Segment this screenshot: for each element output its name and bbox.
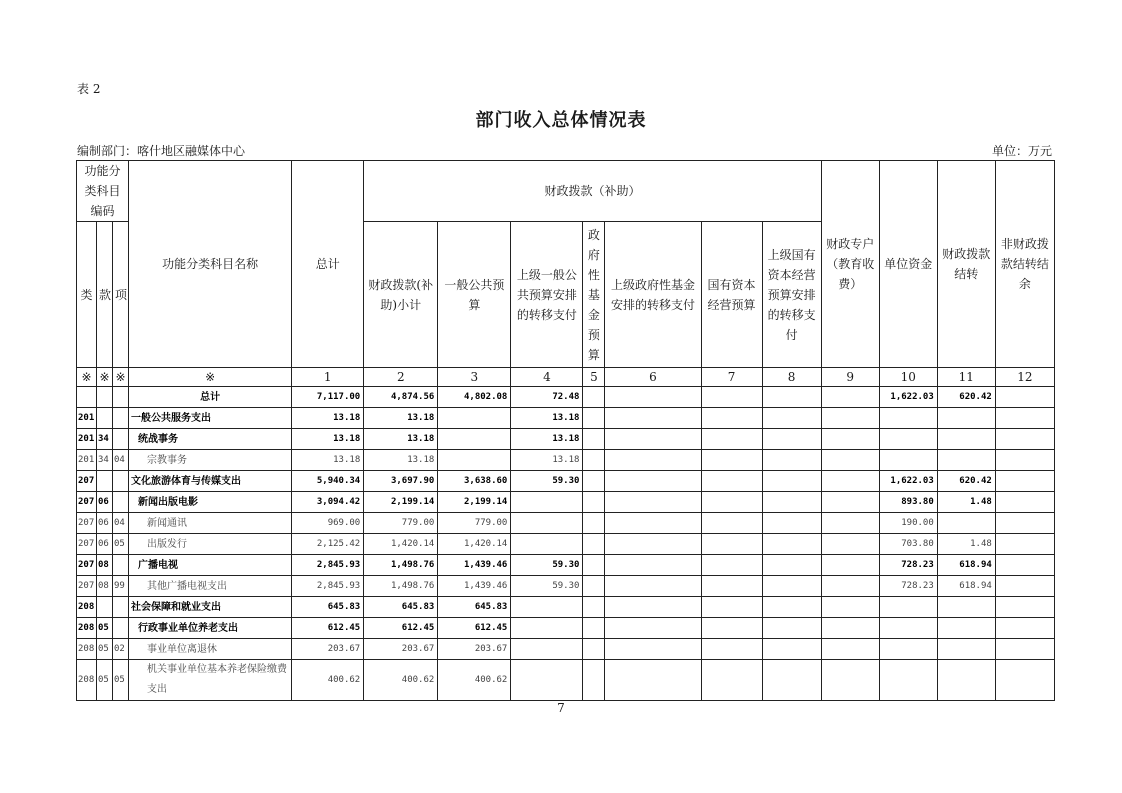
- amount-cell: [583, 408, 605, 429]
- kuan-cell: 06: [97, 534, 113, 555]
- item-name-cell: 广播电视: [129, 555, 292, 576]
- xiang-header: 项: [113, 222, 129, 368]
- amount-cell: [937, 639, 995, 660]
- amount-cell: [438, 450, 511, 471]
- item-name-cell: 文化旅游体育与传媒支出: [129, 471, 292, 492]
- column-number: 6: [605, 368, 701, 387]
- total-header: 总计: [292, 161, 364, 368]
- amount-cell: [583, 450, 605, 471]
- column-number: ※: [97, 368, 113, 387]
- amount-cell: 728.23: [879, 555, 937, 576]
- amount-cell: 5,940.34: [292, 471, 364, 492]
- xiang-cell: [113, 597, 129, 618]
- kuan-cell: 08: [97, 576, 113, 597]
- amount-cell: 1,498.76: [364, 555, 438, 576]
- amount-cell: 612.45: [292, 618, 364, 639]
- amount-cell: [879, 450, 937, 471]
- amount-cell: [821, 534, 879, 555]
- table-row: [77, 597, 1055, 618]
- amount-cell: [701, 450, 762, 471]
- table-row: [77, 534, 1055, 555]
- amount-cell: 59.30: [511, 576, 583, 597]
- amount-cell: [879, 660, 937, 701]
- amount-cell: 1,439.46: [438, 555, 511, 576]
- lei-cell: [77, 387, 97, 408]
- amount-cell: [605, 597, 701, 618]
- lei-cell: 207: [77, 513, 97, 534]
- amount-cell: 203.67: [438, 639, 511, 660]
- amount-cell: 2,845.93: [292, 576, 364, 597]
- amount-cell: [701, 618, 762, 639]
- kuan-cell: [97, 408, 113, 429]
- table-label: 表 2: [77, 82, 101, 96]
- lei-cell: 207: [77, 492, 97, 513]
- item-name-cell: 社会保障和就业支出: [129, 597, 292, 618]
- column-number: 8: [762, 368, 821, 387]
- amount-cell: [821, 450, 879, 471]
- item-name-cell: 事业单位离退休: [129, 639, 292, 660]
- amount-cell: [995, 660, 1054, 701]
- amount-cell: 2,125.42: [292, 534, 364, 555]
- amount-cell: 612.45: [438, 618, 511, 639]
- kuan-cell: 08: [97, 555, 113, 576]
- amount-cell: [438, 429, 511, 450]
- special-edu-header: 财政专户（教育收费）: [821, 161, 879, 368]
- amount-cell: 3,697.90: [364, 471, 438, 492]
- amount-cell: [583, 429, 605, 450]
- kuan-cell: [97, 387, 113, 408]
- amount-cell: 1.48: [937, 492, 995, 513]
- amount-cell: 1,420.14: [364, 534, 438, 555]
- amount-cell: [605, 639, 701, 660]
- item-name-cell: 新闻通讯: [129, 513, 292, 534]
- amount-cell: [821, 576, 879, 597]
- table-row: [77, 555, 1055, 576]
- column-number: ※: [77, 368, 97, 387]
- amount-cell: [511, 492, 583, 513]
- table-row: [77, 513, 1055, 534]
- kuan-cell: 06: [97, 492, 113, 513]
- amount-cell: [762, 450, 821, 471]
- amount-cell: [937, 513, 995, 534]
- table-row: [77, 408, 1055, 429]
- grant-carryover-header: 财政拨款结转: [937, 161, 995, 368]
- amount-cell: [995, 555, 1054, 576]
- amount-cell: [879, 408, 937, 429]
- amount-cell: [995, 471, 1054, 492]
- amount-cell: [701, 471, 762, 492]
- column-number: 1: [292, 368, 364, 387]
- amount-cell: [937, 450, 995, 471]
- lei-cell: 207: [77, 471, 97, 492]
- grant-subtotal-header: 财政拨款(补助)小计: [364, 222, 438, 368]
- amount-cell: [821, 492, 879, 513]
- amount-cell: [762, 597, 821, 618]
- amount-cell: [583, 387, 605, 408]
- column-number: 3: [438, 368, 511, 387]
- amount-cell: [701, 639, 762, 660]
- lei-cell: 201: [77, 408, 97, 429]
- amount-cell: [937, 597, 995, 618]
- column-number-row: [77, 368, 1055, 387]
- column-number: 9: [821, 368, 879, 387]
- kuan-header: 款: [97, 222, 113, 368]
- amount-cell: [605, 450, 701, 471]
- func-code-header: 功能分类科目编码: [77, 161, 129, 222]
- lei-cell: 208: [77, 660, 97, 701]
- column-number: ※: [113, 368, 129, 387]
- lei-cell: 208: [77, 597, 97, 618]
- amount-cell: 645.83: [292, 597, 364, 618]
- amount-cell: [821, 555, 879, 576]
- amount-cell: 13.18: [364, 429, 438, 450]
- amount-cell: [701, 429, 762, 450]
- xiang-cell: [113, 387, 129, 408]
- amount-cell: [583, 555, 605, 576]
- unit-label: 单位：万元: [991, 144, 1052, 158]
- amount-cell: 1,498.76: [364, 576, 438, 597]
- xiang-cell: 05: [113, 534, 129, 555]
- table-row: [77, 450, 1055, 471]
- amount-cell: [583, 660, 605, 701]
- amount-cell: [995, 387, 1054, 408]
- column-number: ※: [129, 368, 292, 387]
- amount-cell: 400.62: [364, 660, 438, 701]
- amount-cell: 203.67: [292, 639, 364, 660]
- amount-cell: [605, 618, 701, 639]
- amount-cell: [511, 660, 583, 701]
- nongrant-carryover-header: 非财政拨款结转结余: [995, 161, 1054, 368]
- amount-cell: [995, 492, 1054, 513]
- amount-cell: [821, 429, 879, 450]
- amount-cell: [762, 639, 821, 660]
- item-name-cell: 总计: [129, 387, 292, 408]
- amount-cell: [583, 639, 605, 660]
- amount-cell: 612.45: [364, 618, 438, 639]
- amount-cell: [511, 639, 583, 660]
- amount-cell: [701, 492, 762, 513]
- column-number: 4: [511, 368, 583, 387]
- amount-cell: [995, 513, 1054, 534]
- department-label: 编制部门：喀什地区融媒体中心: [77, 144, 246, 158]
- lei-cell: 207: [77, 534, 97, 555]
- amount-cell: 13.18: [292, 408, 364, 429]
- amount-cell: 59.30: [511, 471, 583, 492]
- amount-cell: 13.18: [511, 408, 583, 429]
- amount-cell: 2,199.14: [364, 492, 438, 513]
- lei-cell: 207: [77, 555, 97, 576]
- amount-cell: [762, 534, 821, 555]
- amount-cell: [605, 576, 701, 597]
- amount-cell: 2,199.14: [438, 492, 511, 513]
- amount-cell: 703.80: [879, 534, 937, 555]
- amount-cell: [605, 492, 701, 513]
- amount-cell: [995, 408, 1054, 429]
- table-row: [77, 639, 1055, 660]
- income-table: [76, 160, 1055, 701]
- column-number: 10: [879, 368, 937, 387]
- amount-cell: 203.67: [364, 639, 438, 660]
- amount-cell: [701, 597, 762, 618]
- amount-cell: 400.62: [438, 660, 511, 701]
- amount-cell: [762, 576, 821, 597]
- amount-cell: [605, 555, 701, 576]
- amount-cell: 1,439.46: [438, 576, 511, 597]
- amount-cell: 618.94: [937, 576, 995, 597]
- amount-cell: [605, 534, 701, 555]
- amount-cell: 400.62: [292, 660, 364, 701]
- kuan-cell: [97, 471, 113, 492]
- xiang-cell: [113, 492, 129, 513]
- amount-cell: [821, 618, 879, 639]
- amount-cell: [762, 471, 821, 492]
- column-number: 7: [701, 368, 762, 387]
- amount-cell: [821, 639, 879, 660]
- name-header: 功能分类科目名称: [129, 161, 292, 368]
- kuan-cell: 05: [97, 660, 113, 701]
- amount-cell: [821, 408, 879, 429]
- amount-cell: 645.83: [438, 597, 511, 618]
- lei-cell: 201: [77, 450, 97, 471]
- lei-header: 类: [77, 222, 97, 368]
- table-row: [77, 387, 1055, 408]
- table-row: [77, 471, 1055, 492]
- item-name-cell: 一般公共服务支出: [129, 408, 292, 429]
- amount-cell: [995, 597, 1054, 618]
- amount-cell: [701, 387, 762, 408]
- amount-cell: [583, 618, 605, 639]
- amount-cell: [879, 429, 937, 450]
- amount-cell: [583, 534, 605, 555]
- amount-cell: [995, 429, 1054, 450]
- xiang-cell: [113, 429, 129, 450]
- amount-cell: [605, 408, 701, 429]
- amount-cell: [821, 513, 879, 534]
- upper-capital-header: 上级国有资本经营预算安排的转移支付: [762, 222, 821, 368]
- amount-cell: 13.18: [364, 408, 438, 429]
- amount-cell: [701, 555, 762, 576]
- amount-cell: [995, 534, 1054, 555]
- amount-cell: [605, 471, 701, 492]
- table-row: [77, 429, 1055, 450]
- amount-cell: 620.42: [937, 471, 995, 492]
- amount-cell: [762, 492, 821, 513]
- page-title: 部门收入总体情况表: [475, 110, 647, 131]
- amount-cell: 618.94: [937, 555, 995, 576]
- xiang-cell: 05: [113, 660, 129, 701]
- amount-cell: [821, 387, 879, 408]
- kuan-cell: 06: [97, 513, 113, 534]
- table-row: [77, 492, 1055, 513]
- amount-cell: [701, 408, 762, 429]
- gov-fund-header: 政府性基金预算: [583, 222, 605, 368]
- xiang-cell: 04: [113, 513, 129, 534]
- grant-group-header: 财政拨款（补助）: [364, 161, 821, 222]
- amount-cell: [937, 429, 995, 450]
- amount-cell: [995, 576, 1054, 597]
- lei-cell: 207: [77, 576, 97, 597]
- kuan-cell: 05: [97, 618, 113, 639]
- amount-cell: [511, 597, 583, 618]
- xiang-cell: [113, 408, 129, 429]
- lei-cell: 201: [77, 429, 97, 450]
- amount-cell: [701, 534, 762, 555]
- amount-cell: 13.18: [292, 429, 364, 450]
- amount-cell: [762, 555, 821, 576]
- item-name-cell: 统战事务: [129, 429, 292, 450]
- xiang-cell: 02: [113, 639, 129, 660]
- amount-cell: [511, 534, 583, 555]
- amount-cell: 13.18: [511, 450, 583, 471]
- amount-cell: [511, 513, 583, 534]
- amount-cell: 969.00: [292, 513, 364, 534]
- amount-cell: [762, 513, 821, 534]
- xiang-cell: [113, 618, 129, 639]
- amount-cell: [937, 660, 995, 701]
- amount-cell: [605, 429, 701, 450]
- xiang-cell: 04: [113, 450, 129, 471]
- amount-cell: [995, 639, 1054, 660]
- amount-cell: 779.00: [438, 513, 511, 534]
- xiang-cell: [113, 555, 129, 576]
- column-number: 11: [937, 368, 995, 387]
- amount-cell: [583, 471, 605, 492]
- amount-cell: [762, 618, 821, 639]
- kuan-cell: [97, 597, 113, 618]
- amount-cell: 13.18: [292, 450, 364, 471]
- table-row: [77, 576, 1055, 597]
- column-number: 5: [583, 368, 605, 387]
- upper-general-header: 上级一般公共预算安排的转移支付: [511, 222, 583, 368]
- amount-cell: [821, 597, 879, 618]
- amount-cell: [583, 492, 605, 513]
- amount-cell: 1,420.14: [438, 534, 511, 555]
- amount-cell: [762, 408, 821, 429]
- amount-cell: [605, 387, 701, 408]
- table-row: [77, 660, 1055, 701]
- amount-cell: [511, 618, 583, 639]
- lei-cell: 208: [77, 639, 97, 660]
- amount-cell: [762, 429, 821, 450]
- amount-cell: 72.48: [511, 387, 583, 408]
- amount-cell: [821, 471, 879, 492]
- amount-cell: [583, 576, 605, 597]
- amount-cell: [438, 408, 511, 429]
- item-name-cell: 其他广播电视支出: [129, 576, 292, 597]
- state-capital-header: 国有资本经营预算: [701, 222, 762, 368]
- amount-cell: 13.18: [511, 429, 583, 450]
- lei-cell: 208: [77, 618, 97, 639]
- item-name-cell: 宗教事务: [129, 450, 292, 471]
- amount-cell: 779.00: [364, 513, 438, 534]
- amount-cell: [937, 408, 995, 429]
- item-name-cell: 机关事业单位基本养老保险缴费支出: [129, 660, 292, 701]
- amount-cell: 2,845.93: [292, 555, 364, 576]
- general-budget-header: 一般公共预算: [438, 222, 511, 368]
- amount-cell: [879, 618, 937, 639]
- kuan-cell: 34: [97, 450, 113, 471]
- amount-cell: [701, 660, 762, 701]
- amount-cell: 7,117.00: [292, 387, 364, 408]
- page-number: 7: [557, 701, 565, 715]
- amount-cell: [605, 660, 701, 701]
- amount-cell: [879, 639, 937, 660]
- column-number: 12: [995, 368, 1054, 387]
- kuan-cell: 05: [97, 639, 113, 660]
- amount-cell: [605, 513, 701, 534]
- amount-cell: 620.42: [937, 387, 995, 408]
- amount-cell: 13.18: [364, 450, 438, 471]
- amount-cell: 1,622.03: [879, 471, 937, 492]
- amount-cell: 59.30: [511, 555, 583, 576]
- unit-fund-header: 单位资金: [879, 161, 937, 368]
- amount-cell: [583, 513, 605, 534]
- item-name-cell: 行政事业单位养老支出: [129, 618, 292, 639]
- xiang-cell: 99: [113, 576, 129, 597]
- item-name-cell: 出版发行: [129, 534, 292, 555]
- amount-cell: [583, 597, 605, 618]
- amount-cell: [995, 450, 1054, 471]
- amount-cell: 1,622.03: [879, 387, 937, 408]
- amount-cell: 3,094.42: [292, 492, 364, 513]
- amount-cell: 4,802.08: [438, 387, 511, 408]
- amount-cell: [701, 513, 762, 534]
- amount-cell: 1.48: [937, 534, 995, 555]
- upper-fund-header: 上级政府性基金安排的转移支付: [605, 222, 701, 368]
- amount-cell: 3,638.60: [438, 471, 511, 492]
- amount-cell: [995, 618, 1054, 639]
- item-name-cell: 新闻出版电影: [129, 492, 292, 513]
- amount-cell: [879, 597, 937, 618]
- xiang-cell: [113, 471, 129, 492]
- amount-cell: [821, 660, 879, 701]
- amount-cell: 645.83: [364, 597, 438, 618]
- column-number: 2: [364, 368, 438, 387]
- amount-cell: 4,874.56: [364, 387, 438, 408]
- amount-cell: [762, 387, 821, 408]
- kuan-cell: 34: [97, 429, 113, 450]
- table-row: [77, 618, 1055, 639]
- amount-cell: 728.23: [879, 576, 937, 597]
- amount-cell: 190.00: [879, 513, 937, 534]
- amount-cell: [701, 576, 762, 597]
- amount-cell: [762, 660, 821, 701]
- amount-cell: [937, 618, 995, 639]
- amount-cell: 893.80: [879, 492, 937, 513]
